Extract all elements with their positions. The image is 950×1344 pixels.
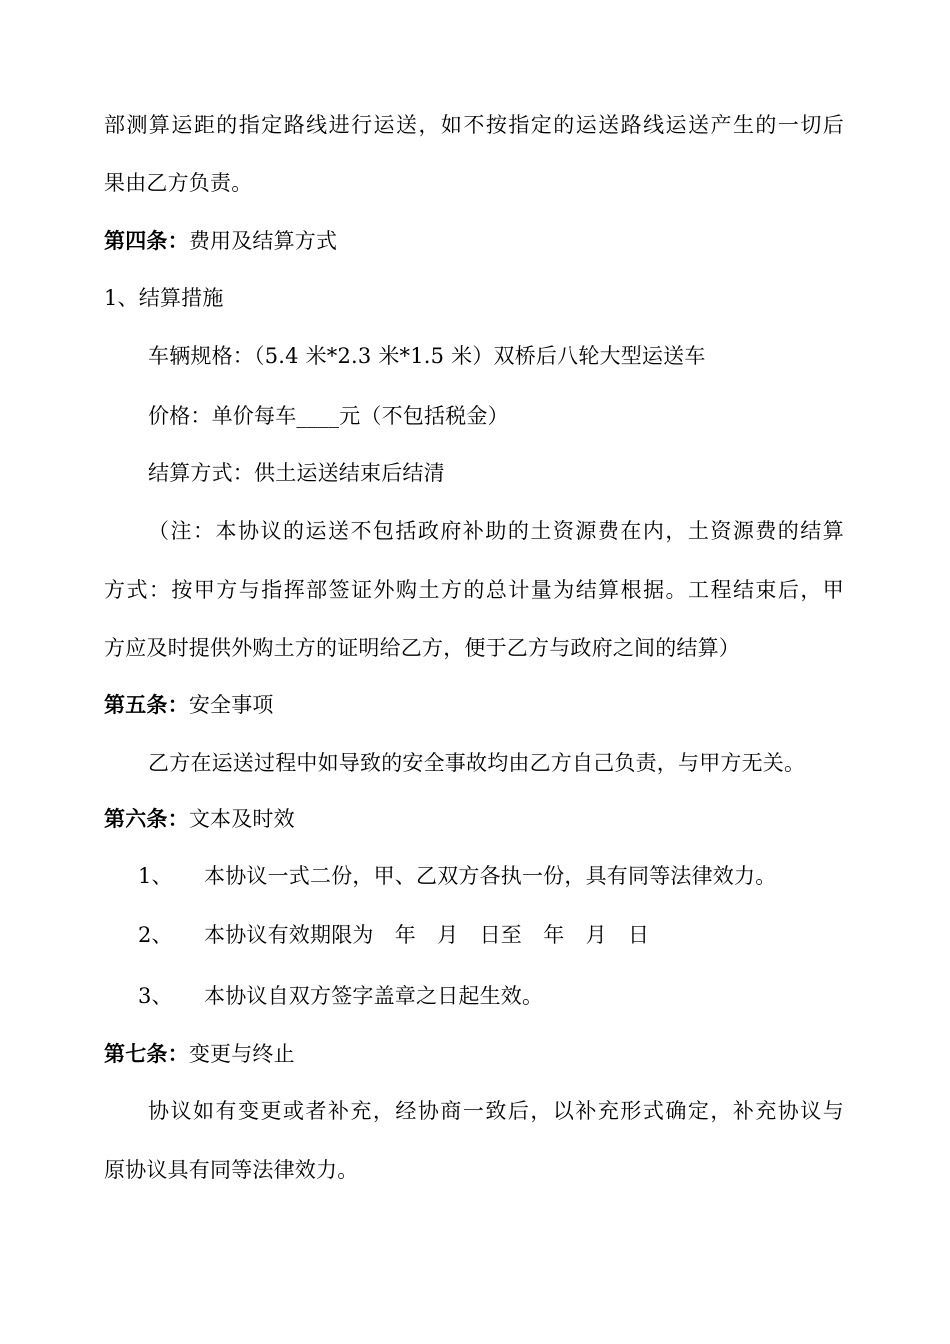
paragraph-route-line-1: 部测算运距的指定路线进行运送，如不按指定的运送路线运送产生的一切后 (104, 113, 844, 137)
list-item-2 (138, 921, 649, 949)
list-item-2-text: 本协议有效期限为 年 月 日至 年 月 日 (204, 923, 650, 947)
change-line-1: 协议如有变更或者补充，经协商一致后，以补充形式确定，补充协议与 (148, 1099, 844, 1123)
paragraph-route-line-2: 果由乙方负责。 (104, 171, 253, 195)
list-item-1 (138, 862, 776, 890)
price-line: 价格：单价每车____元（不包括税金） (148, 404, 509, 428)
article-6-title: 文本及时效 (188, 807, 295, 831)
article-4-title: 费用及结算方式 (188, 229, 338, 253)
note-line-3: 方应及时提供外购土方的证明给乙方，便于乙方与政府之间的结算） (104, 636, 740, 660)
list-item-3-text: 本协议自双方签字盖章之日起生效。 (204, 984, 544, 1008)
article-5-title: 安全事项 (188, 693, 274, 717)
article-7-heading (104, 1040, 295, 1068)
article-7-label: 第七条： (104, 1041, 189, 1066)
settlement-method: 结算方式：供土运送结束后结清 (148, 461, 445, 485)
vehicle-spec: 车辆规格：（5.4 米*2.3 米*1.5 米）双桥后八轮大型运送车 (148, 344, 706, 368)
change-line-2: 原协议具有同等法律效力。 (104, 1158, 359, 1182)
list-item-2-number: 2、 (138, 923, 173, 947)
article-5-heading (104, 691, 274, 719)
article-7-title: 变更与终止 (188, 1042, 295, 1066)
list-item-3 (138, 982, 543, 1010)
article-4-heading (104, 227, 337, 255)
article-6-heading (104, 805, 295, 833)
note-line-1: （注：本协议的运送不包括政府补助的土资源费在内，土资源费的结算 (148, 519, 844, 543)
list-item-1-number: 1、 (138, 864, 173, 888)
list-item-1-text: 本协议一式二份，甲、乙双方各执一份，具有同等法律效力。 (204, 864, 777, 888)
settlement-heading: 1、结算措施 (104, 286, 224, 310)
safety-text: 乙方在运送过程中如导致的安全事故均由乙方自己负责，与甲方无关。 (148, 751, 806, 775)
list-item-3-number: 3、 (138, 984, 173, 1008)
article-5-label: 第五条： (104, 692, 189, 717)
article-4-label: 第四条： (104, 228, 189, 253)
note-line-2: 方式：按甲方与指挥部签证外购土方的总计量为结算根据。工程结束后，甲 (104, 578, 844, 602)
article-6-label: 第六条： (104, 806, 189, 831)
